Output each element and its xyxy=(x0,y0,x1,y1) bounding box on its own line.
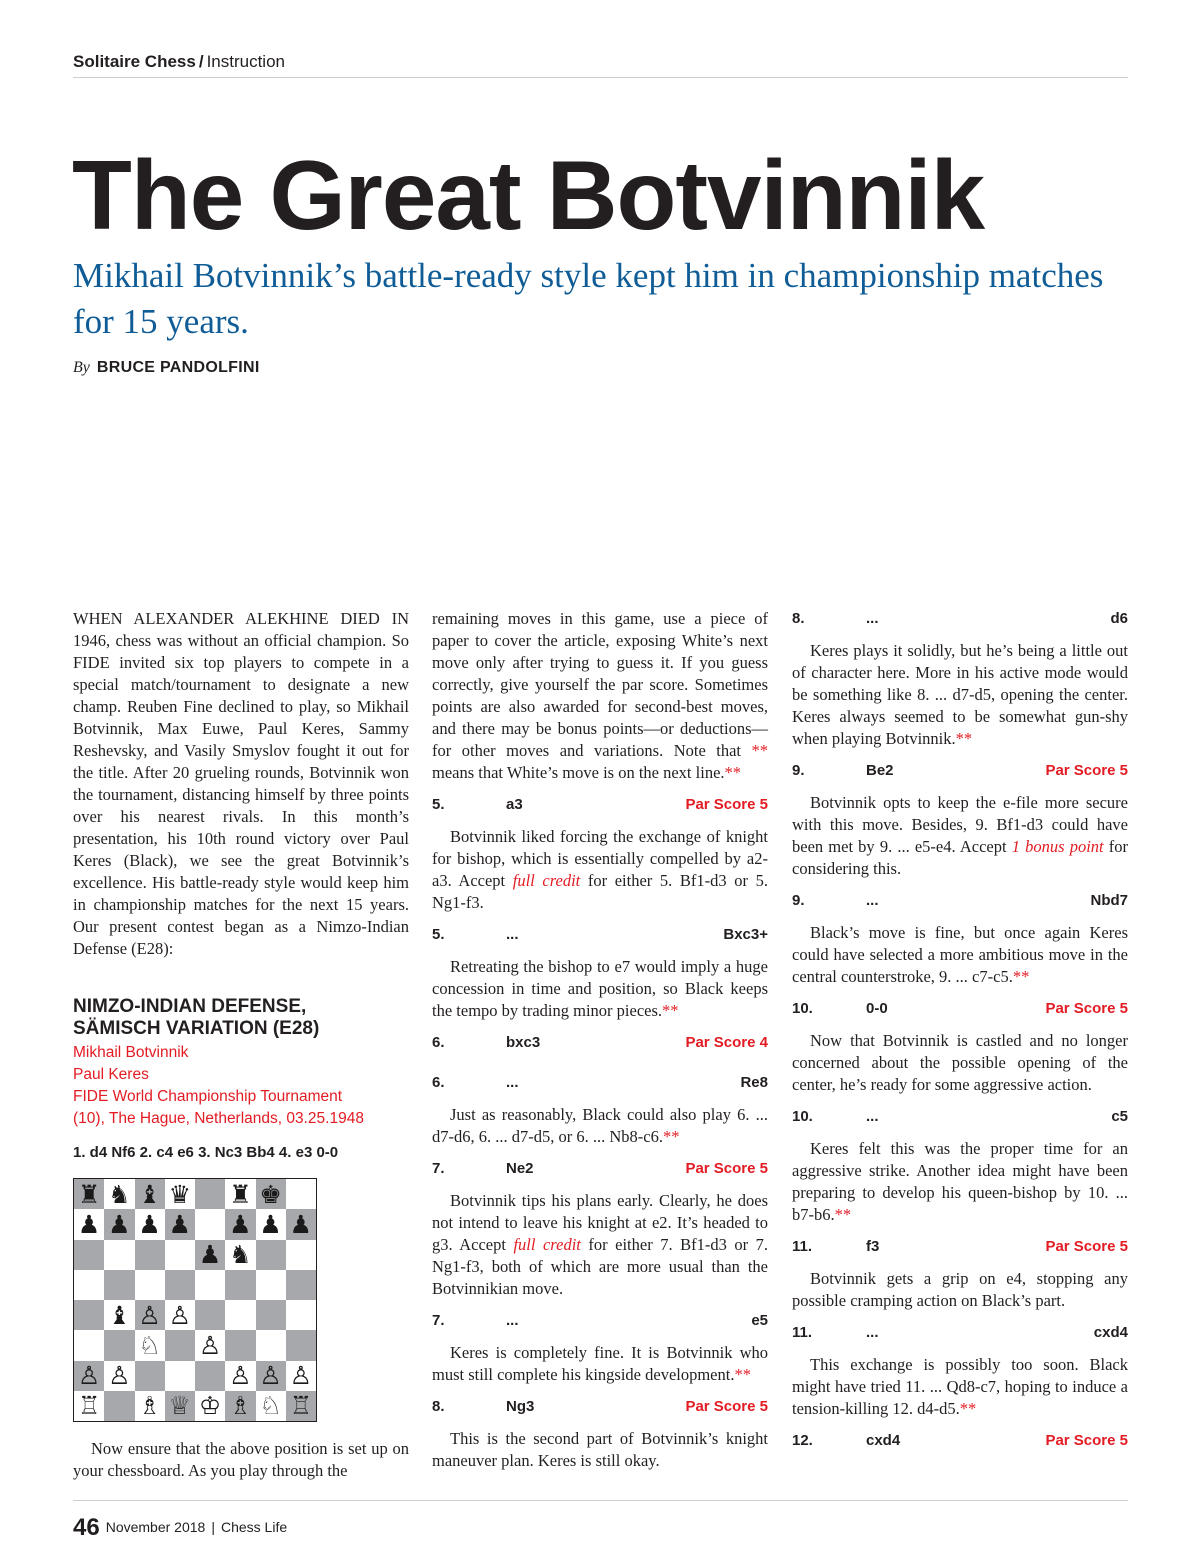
black-pawn-icon: ♟ xyxy=(108,1209,131,1239)
board-square xyxy=(225,1270,255,1300)
black-pawn-icon: ♟ xyxy=(259,1209,282,1239)
double-star-marker: ** xyxy=(662,1001,679,1020)
credit-text: full credit xyxy=(512,871,581,890)
board-square xyxy=(135,1330,165,1360)
white-knight-icon: ♘ xyxy=(138,1330,161,1360)
game-heading-line1: NIMZO-INDIAN DEFENSE, xyxy=(73,996,307,1017)
board-square xyxy=(165,1179,195,1209)
board-square xyxy=(256,1300,286,1330)
black-rook-icon: ♜ xyxy=(229,1179,252,1209)
board-square xyxy=(256,1179,286,1209)
article-subtitle: Mikhail Botvinnik’s battle-ready style kept him in championship matches for 15 years. xyxy=(73,256,1104,341)
comment-text: for considering this. xyxy=(792,837,1129,878)
opening-moves: 1. d4 Nf6 2. c4 e6 3. Nc3 Bb4 4. e3 0-0 xyxy=(73,1144,339,1161)
comment-text: Botvinnik opts to keep the e-file more secure with this move. Besides, 9. Bf1-d3 could have been met by 9. ... e5-e4. Accept xyxy=(792,793,1128,856)
board-square xyxy=(286,1330,316,1360)
board-square xyxy=(104,1300,134,1330)
comment-text: Keres plays it solidly, but he’s being a little out of character here. More in his active mode would be something like 8. ... d7-d5, opening the center. Keres always seemed to be somewhat gun-shy when playing Botvinnik. xyxy=(792,641,1128,748)
board-square xyxy=(74,1300,104,1330)
move-number: 8. xyxy=(432,1398,445,1415)
comment-8-white: This is the second part of Botvinnik’s knight maneuver plan. Keres is still okay. xyxy=(432,1429,768,1470)
move-row-10-white xyxy=(792,998,1128,1020)
board-square xyxy=(256,1361,286,1391)
move-dots: ... xyxy=(866,610,879,627)
board-square xyxy=(225,1179,255,1209)
move-dots: ... xyxy=(506,1312,519,1329)
move-number: 5. xyxy=(432,796,445,813)
move-dots: ... xyxy=(506,926,519,943)
move-number: 7. xyxy=(432,1160,445,1177)
board-square xyxy=(195,1179,225,1209)
board-square xyxy=(135,1300,165,1330)
black-pawn-icon: ♟ xyxy=(138,1209,161,1239)
board-square xyxy=(74,1361,104,1391)
comment-11-black xyxy=(792,1354,1128,1420)
black-pawn-icon: ♟ xyxy=(229,1209,252,1239)
article-title: The Great Botvinnik xyxy=(72,140,985,250)
move-number: 11. xyxy=(792,1324,813,1341)
black-bishop-icon: ♝ xyxy=(138,1179,161,1209)
board-square xyxy=(165,1330,195,1360)
move-row-5-black xyxy=(432,924,768,946)
comment-9-white xyxy=(792,792,1128,880)
white-bishop-icon: ♗ xyxy=(138,1391,161,1421)
white-pawn-icon: ♙ xyxy=(229,1361,252,1391)
instructions-note-lead: remaining moves in this game, use a piece of paper to cover the article, exposing White’s next move only after trying to guess it. If you guess correctly, give yourself the par score. Sometimes points are also awarded for second-best moves, and there may be bonus points—or deductions—for other moves and variations. Note that xyxy=(432,609,768,760)
move-text: Ng3 xyxy=(506,1398,535,1415)
move-text: Nbd7 xyxy=(1090,892,1128,909)
move-text: 0-0 xyxy=(866,1000,888,1017)
column-3 xyxy=(792,608,1128,1462)
board-square xyxy=(195,1330,225,1360)
comment-6-black xyxy=(432,1104,768,1148)
board-square xyxy=(165,1361,195,1391)
comment-7-black xyxy=(432,1342,768,1386)
move-text: bxc3 xyxy=(506,1034,541,1051)
board-square xyxy=(135,1209,165,1239)
footer xyxy=(73,1514,287,1541)
par-score: Par Score 5 xyxy=(1045,1238,1128,1255)
move-row-5-white xyxy=(432,794,768,816)
comment-10-black xyxy=(792,1138,1128,1226)
game-info xyxy=(73,1042,409,1130)
comment-9-black xyxy=(792,922,1128,988)
board-square xyxy=(286,1240,316,1270)
par-score: Par Score 4 xyxy=(685,1034,768,1051)
board-square xyxy=(135,1240,165,1270)
white-player: Mikhail Botvinnik xyxy=(73,1044,189,1061)
move-text: cxd4 xyxy=(866,1432,901,1449)
note-tail: means that White’s move is on the next line. xyxy=(432,763,725,782)
board-square xyxy=(165,1391,195,1421)
intro-paragraph: WHEN ALEXANDER ALEKHINE DIED IN 1946, chess was without an official champion. So FIDE invited six top players to compete in a special match/tournament to designate a new champ. Reuben Fine declined to play, so Mikhail Botvinnik, Max Euwe, Paul Keres, Sammy Reshevsky, and Vasily Smyslov fought it out for the title. After 20 grueling rounds, Botvinnik won the tournament, distancing himself by three points over his nearest rivals. In this month’s presentation, his 10th round victory over Paul Keres (Black), we see the great Botvinnik’s excellence. His battle-ready style would keep him in championship matches for the next 15 years. Our present contest began as a Nimzo-Indian Defense (E28): xyxy=(73,609,409,958)
white-pawn-icon: ♙ xyxy=(138,1300,161,1330)
move-text: c5 xyxy=(1111,1108,1128,1125)
byline xyxy=(73,358,260,378)
move-row-10-black xyxy=(792,1106,1128,1128)
board-after-paragraph xyxy=(73,1438,409,1482)
board-square xyxy=(104,1361,134,1391)
event-line2: (10), The Hague, Netherlands, 03.25.1948 xyxy=(73,1110,364,1127)
move-row-7-white xyxy=(432,1158,768,1180)
board-square xyxy=(74,1179,104,1209)
white-pawn-icon: ♙ xyxy=(259,1361,282,1391)
board-square xyxy=(256,1240,286,1270)
board-square xyxy=(104,1270,134,1300)
move-number: 10. xyxy=(792,1108,813,1125)
move-number: 7. xyxy=(432,1312,445,1329)
par-score: Par Score 5 xyxy=(685,1160,768,1177)
board-square xyxy=(74,1391,104,1421)
board-square xyxy=(225,1391,255,1421)
board-square xyxy=(225,1300,255,1330)
byline-author: BRUCE PANDOLFINI xyxy=(96,359,260,376)
black-pawn-icon: ♟ xyxy=(198,1240,222,1270)
board-square xyxy=(104,1209,134,1239)
byline-by: By xyxy=(73,359,90,376)
white-pawn-icon: ♙ xyxy=(168,1300,192,1330)
board-square xyxy=(195,1240,225,1270)
board-square xyxy=(286,1391,316,1421)
board-square xyxy=(135,1179,165,1209)
move-text: cxd4 xyxy=(1093,1324,1128,1341)
move-number: 11. xyxy=(792,1238,813,1255)
white-queen-icon: ♕ xyxy=(168,1391,192,1421)
move-row-6-black xyxy=(432,1072,768,1094)
comment-text: This exchange is possibly too soon. Black might have tried 11. ... Qd8-c7, hoping to induce a tension-killing 12. d4-d5. xyxy=(792,1355,1128,1418)
board-square xyxy=(256,1209,286,1239)
board-square xyxy=(256,1330,286,1360)
board-square xyxy=(74,1240,104,1270)
white-pawn-icon: ♙ xyxy=(289,1361,313,1391)
board-square xyxy=(256,1391,286,1421)
double-star-marker: ** xyxy=(751,741,768,760)
board-after-text: Now ensure that the above position is set up on your chessboard. As you play through the xyxy=(73,1439,409,1480)
double-star-marker: ** xyxy=(955,729,973,748)
double-star-marker: ** xyxy=(724,763,742,782)
move-number: 6. xyxy=(432,1034,445,1051)
par-score: Par Score 5 xyxy=(685,1398,768,1415)
comment-text: for either 5. Bf1-d3 or 5. Ng1-f3. xyxy=(432,871,768,912)
game-heading-line2: SÄMISCH VARIATION (E28) xyxy=(73,1018,320,1039)
move-number: 8. xyxy=(792,610,805,627)
header-section: Solitaire Chess xyxy=(73,52,196,71)
board-square xyxy=(225,1209,255,1239)
header-separator: / xyxy=(198,52,204,71)
move-row-9-black xyxy=(792,890,1128,912)
white-rook-icon: ♖ xyxy=(289,1391,313,1421)
move-dots: ... xyxy=(866,1324,879,1341)
black-pawn-icon: ♟ xyxy=(289,1209,313,1239)
board-square xyxy=(225,1361,255,1391)
par-score: Par Score 5 xyxy=(1045,1432,1128,1449)
double-star-marker: ** xyxy=(834,1205,852,1224)
move-number: 9. xyxy=(792,892,805,909)
board-square xyxy=(195,1209,225,1239)
comment-7-white xyxy=(432,1190,768,1300)
move-number: 10. xyxy=(792,1000,813,1017)
comment-10-white: Now that Botvinnik is castled and no longer concerned about the possible opening of the center, he’s ready for some aggressive action. xyxy=(792,1031,1128,1094)
black-knight-icon: ♞ xyxy=(229,1240,252,1270)
white-pawn-icon: ♙ xyxy=(108,1361,131,1391)
white-king-icon: ♔ xyxy=(198,1391,222,1421)
board-square xyxy=(135,1270,165,1300)
page-number: 46 xyxy=(73,1514,100,1541)
board-square xyxy=(104,1391,134,1421)
board-square xyxy=(74,1270,104,1300)
black-pawn-icon: ♟ xyxy=(168,1209,192,1239)
comment-text: Just as reasonably, Black could also play 6. ... d7-d6, 6. ... d7-d5, or 6. ... Nb8-c6. xyxy=(432,1105,768,1146)
comment-11-white: Botvinnik gets a grip on e4, stopping any possible cramping action on Black’s part. xyxy=(792,1269,1128,1310)
credit-text: full credit xyxy=(513,1235,581,1254)
move-row-11-black xyxy=(792,1322,1128,1344)
event-line1: FIDE World Championship Tournament xyxy=(73,1088,343,1105)
move-row-7-black xyxy=(432,1310,768,1332)
double-star-marker: ** xyxy=(959,1399,977,1418)
move-row-9-white xyxy=(792,760,1128,782)
move-text: f3 xyxy=(866,1238,880,1255)
move-dots: ... xyxy=(866,892,879,909)
board-square xyxy=(286,1300,316,1330)
board-square xyxy=(165,1270,195,1300)
footer-magazine: Chess Life xyxy=(220,1519,288,1535)
white-knight-icon: ♘ xyxy=(259,1391,282,1421)
header-category: Instruction xyxy=(206,52,285,71)
white-pawn-icon: ♙ xyxy=(198,1330,222,1360)
board-square xyxy=(195,1361,225,1391)
board-square xyxy=(225,1240,255,1270)
credit-text: 1 bonus point xyxy=(1011,837,1104,856)
board-square xyxy=(165,1300,195,1330)
board-square xyxy=(135,1391,165,1421)
board-square xyxy=(135,1361,165,1391)
move-number: 9. xyxy=(792,762,805,779)
move-text: Bxc3+ xyxy=(723,926,768,943)
black-queen-icon: ♛ xyxy=(168,1179,192,1209)
board-square xyxy=(165,1240,195,1270)
comment-text: Botvinnik tips his plans early. Clearly, he does not intend to leave his knight at e2. It’s headed to g3. Accept xyxy=(432,1191,768,1254)
double-star-marker: ** xyxy=(734,1365,751,1384)
move-text: Be2 xyxy=(866,762,894,779)
move-text: d6 xyxy=(1110,610,1128,627)
board-square xyxy=(104,1330,134,1360)
white-pawn-icon: ♙ xyxy=(77,1361,101,1391)
comment-text: Botvinnik liked forcing the exchange of knight for bishop, which is essentially compelled by a2-a3. Accept xyxy=(432,827,768,890)
board-square xyxy=(286,1179,316,1209)
move-text: Ne2 xyxy=(506,1160,534,1177)
black-rook-icon: ♜ xyxy=(77,1179,101,1209)
instructions-continued xyxy=(432,608,768,784)
board-square xyxy=(286,1361,316,1391)
white-bishop-icon: ♗ xyxy=(229,1391,252,1421)
black-bishop-icon: ♝ xyxy=(108,1300,131,1330)
board-square xyxy=(104,1240,134,1270)
footer-divider: | xyxy=(211,1519,215,1535)
move-dots: ... xyxy=(506,1074,519,1091)
move-number: 12. xyxy=(792,1432,813,1449)
comment-text: for either 7. Bf1-d3 or 7. Ng1-f3, both of which are more usual than the Botvinnikian move. xyxy=(432,1235,768,1298)
black-king-icon: ♚ xyxy=(259,1179,282,1209)
black-knight-icon: ♞ xyxy=(108,1179,131,1209)
move-row-8-white xyxy=(432,1396,768,1418)
comment-text: Black’s move is fine, but once again Keres could have selected a more ambitious move in the central counterstroke, 9. ... c7-c5. xyxy=(792,923,1128,986)
move-number: 5. xyxy=(432,926,445,943)
move-row-8-black xyxy=(792,608,1128,630)
par-score: Par Score 5 xyxy=(1045,762,1128,779)
comment-text: Keres is completely fine. It is Botvinnik who must still complete his kingside development. xyxy=(432,1343,768,1384)
board-square xyxy=(195,1270,225,1300)
black-pawn-icon: ♟ xyxy=(77,1209,101,1239)
move-dots: ... xyxy=(866,1108,879,1125)
board-square xyxy=(104,1179,134,1209)
comment-text: Retreating the bishop to e7 would imply a huge concession in time and position, so Black keeps the tempo by trading minor pieces. xyxy=(432,957,768,1020)
footer-date: November 2018 xyxy=(105,1519,206,1535)
board-square xyxy=(225,1330,255,1360)
comment-8-black xyxy=(792,640,1128,750)
comment-text: Keres felt this was the proper time for an aggressive strike. Another idea might have been preparing to develop his queen-bishop by 10. ... b7-b6. xyxy=(792,1139,1128,1224)
double-star-marker: ** xyxy=(1012,967,1030,986)
double-star-marker: ** xyxy=(662,1127,680,1146)
board-square xyxy=(74,1209,104,1239)
board-square xyxy=(195,1391,225,1421)
board-square xyxy=(165,1209,195,1239)
black-player: Paul Keres xyxy=(73,1066,149,1083)
board-square xyxy=(286,1270,316,1300)
column-2 xyxy=(432,608,768,1472)
comment-5-white xyxy=(432,826,768,914)
par-score: Par Score 5 xyxy=(1045,1000,1128,1017)
running-header xyxy=(73,52,1128,78)
column-1 xyxy=(73,608,409,1482)
comment-5-black xyxy=(432,956,768,1022)
footer-rule xyxy=(73,1500,1128,1501)
board-square xyxy=(74,1330,104,1360)
board-square xyxy=(286,1209,316,1239)
move-row-11-white xyxy=(792,1236,1128,1258)
move-text: a3 xyxy=(506,796,523,813)
move-text: Re8 xyxy=(740,1074,768,1091)
chess-diagram xyxy=(73,1178,317,1422)
move-row-12-white xyxy=(792,1430,1128,1452)
par-score: Par Score 5 xyxy=(685,796,768,813)
white-rook-icon: ♖ xyxy=(77,1391,101,1421)
board-square xyxy=(195,1300,225,1330)
move-text: e5 xyxy=(751,1312,768,1329)
board-square xyxy=(256,1270,286,1300)
move-number: 6. xyxy=(432,1074,445,1091)
move-row-6-white xyxy=(432,1032,768,1054)
game-heading xyxy=(73,996,409,1040)
